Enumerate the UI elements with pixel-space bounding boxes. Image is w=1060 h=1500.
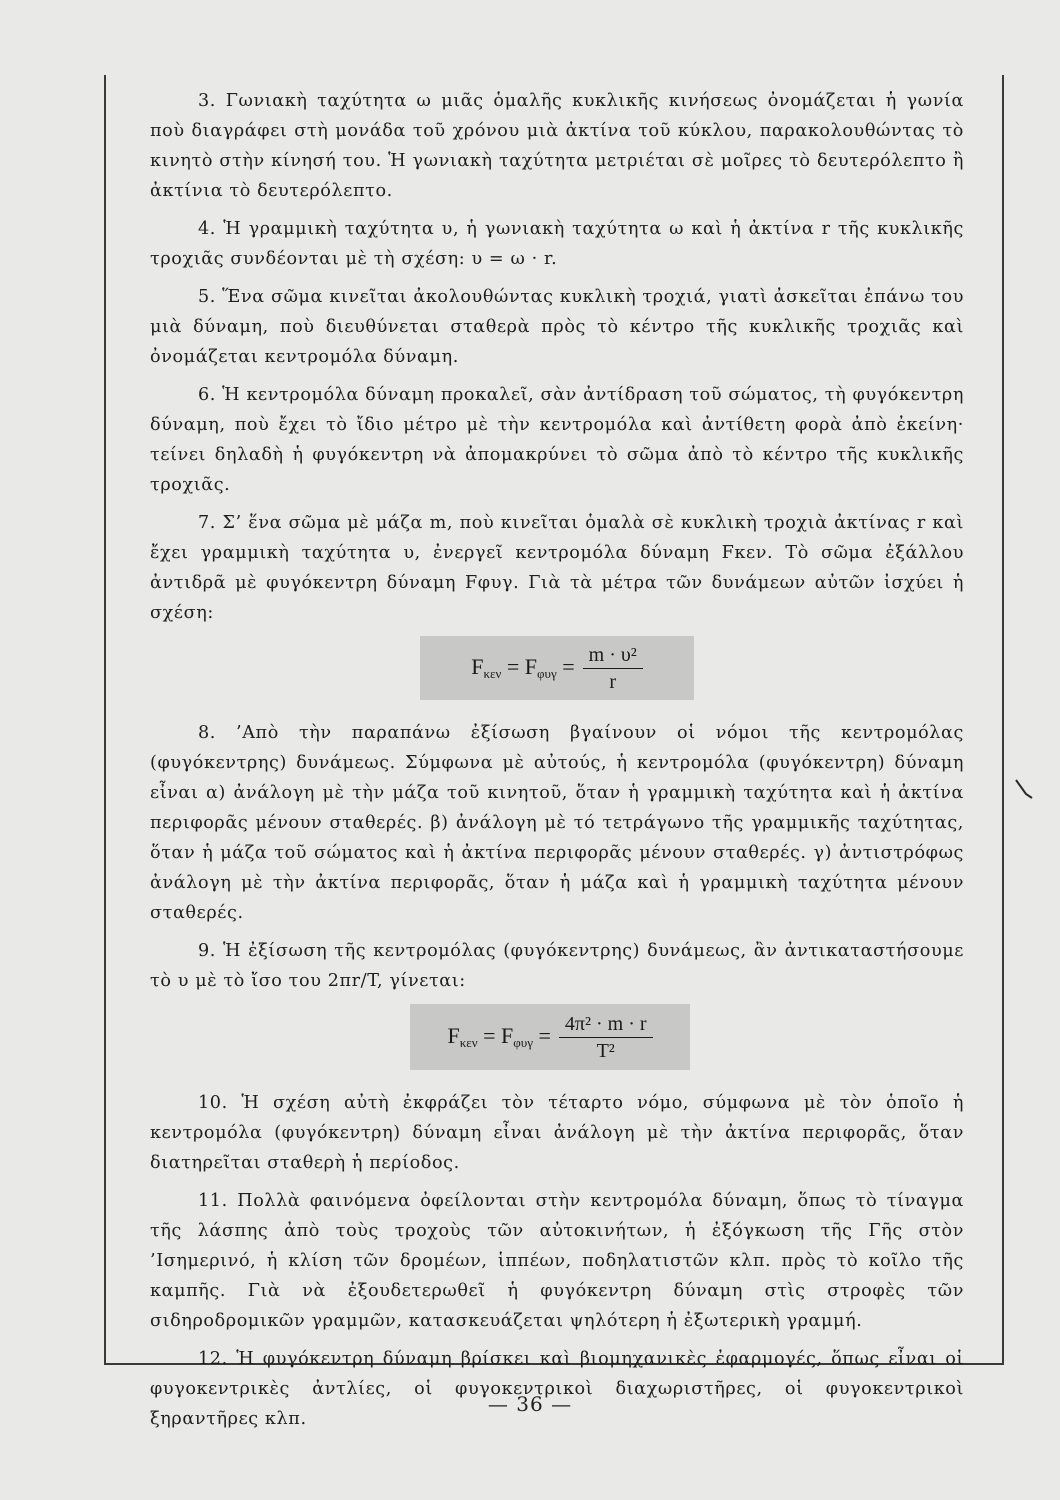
formula-2-denominator: T² [596, 1039, 615, 1062]
pen-mark-icon [1014, 778, 1036, 800]
formula-1-denominator: r [609, 670, 617, 693]
formula-1-equals-1: = [506, 654, 520, 679]
paragraph-6: 6. Ἡ κεντρομόλα δύναμη προκαλεῖ, σὰν ἀντίδραση τοῦ σώματος, τὴ φυγόκεντρη δύναμη, ποὺ ἔχει τὸ ἴδιο μέτρο μὲ τὴν κεντρομόλα καὶ ἀντίθετη φορὰ ἀπὸ ἐκείνη· τείνει δηλαδὴ ἡ φυγόκεντρη νὰ ἀπομακρύνει τὸ σῶμα ἀπὸ τὸ κέντρο τῆς κυκλικῆς τροχιᾶς. [150, 385, 964, 495]
paragraph-3: 3. Γωνιακὴ ταχύτητα ω μιᾶς ὁμαλῆς κυκλικῆς κινήσεως ὀνομάζεται ἡ γωνία ποὺ διαγράφει στὴ μονάδα τοῦ χρόνου μιὰ ἀκτίνα τοῦ κύκλου, παρακολουθώντας τὸ κινητὸ στὴν κίνησή του. Ἡ γωνιακὴ ταχύτητα μετριέται σὲ μοῖρες τὸ δευτερόλεπτο ἢ ἀκτίνια τὸ δευτερόλεπτο. [150, 91, 964, 201]
formula-2-fraction [559, 1011, 653, 1064]
paragraph-10: 10. Ἡ σχέση αὐτὴ ἐκφράζει τὸν τέταρτο νόμο, σύμφωνα μὲ τὸν ὁποῖο ἡ κεντρομόλα (φυγόκεντρη) δύναμη εἶναι ἀνάλογη μὲ τὴν ἀκτίνα περιφορᾶς, ὅταν διατηρεῖται σταθερὴ ἡ περίοδος. [150, 1093, 964, 1173]
formula-2-box [410, 1004, 690, 1070]
paragraph-4: 4. Ἡ γραμμικὴ ταχύτητα υ, ἡ γωνιακὴ ταχύτητα ω καὶ ἡ ἀκτίνα r τῆς κυκλικῆς τροχιᾶς συνδέονται μὲ τὴ σχέση: υ = ω · r. [150, 219, 964, 269]
formula-2-mid-subscript: φυγ [513, 1035, 533, 1050]
paragraph-11: 11. Πολλὰ φαινόμενα ὀφείλονται στὴν κεντρομόλα δύναμη, ὅπως τὸ τίναγμα τῆς λάσπης ἀπὸ τοὺς τροχοὺς τῶν αὐτοκινήτων, ἡ ἐξόγκωση τῆς Γῆς στὸν ’Ισημερινό, ἡ κλίση τῶν δρομέων, ἱππέων, ποδηλατιστῶν κλπ. πρὸς τὸ κοῖλο τῆς καμπῆς. Γιὰ νὰ ἐξουδετερωθεῖ ἡ φυγόκεντρη δύναμη στὶς στροφὲς τῶν σιδηροδρομικῶν γραμμῶν, κατασκευάζεται ψηλότερη ἡ ἐξωτερικὴ γραμμή. [150, 1191, 964, 1331]
formula-2-numerator: 4π² · m · r [559, 1011, 653, 1038]
formula-1-text [471, 654, 574, 682]
page-content [150, 86, 964, 1442]
formula-1-fraction [583, 642, 643, 695]
paragraph-7: 7. Σ’ ἕνα σῶμα μὲ μάζα m, ποὺ κινεῖται ὁμαλὰ σὲ κυκλικὴ τροχιὰ ἀκτίνας r καὶ ἔχει γραμμικὴ ταχύτητα υ, ἐνεργεῖ κεντρομόλα δύναμη Fκεν. Τὸ σῶμα ἐξάλλου ἀντιδρᾶ μὲ φυγόκεντρη δύναμη Fφυγ. Γιὰ τὰ μέτρα τῶν δυνάμεων αὐτῶν ἰσχύει ἡ σχέση: [150, 513, 964, 623]
formula-1-box [420, 636, 694, 700]
formula-2-lhs: F [447, 1023, 460, 1048]
formula-1-lhs-subscript: κεν [483, 666, 502, 681]
formula-1-mid: F [524, 654, 538, 679]
formula-2-text [447, 1023, 550, 1051]
formula-2-mid: F [501, 1023, 514, 1048]
formula-1-wrapper [150, 636, 964, 700]
page-number: — 36 — [487, 1392, 573, 1416]
formula-2-lhs-subscript: κεν [459, 1035, 478, 1050]
formula-2-equals-2: = [538, 1023, 551, 1048]
formula-1-lhs: F [471, 654, 484, 679]
paragraph-5: 5. Ἕνα σῶμα κινεῖται ἀκολουθώντας κυκλικὴ τροχιά, γιατὶ ἀσκεῖται ἐπάνω του μιὰ δύναμη, ποὺ διευθύνεται σταθερὰ πρὸς τὸ κέντρο τῆς κυκλικῆς τροχιᾶς καὶ ὀνομάζεται κεντρομόλα δύναμη. [150, 287, 964, 367]
formula-1-mid-subscript: φυγ [537, 666, 557, 681]
formula-1-numerator: m · υ² [583, 642, 643, 669]
paragraph-12: 12. Ἡ φυγόκεντρη δύναμη βρίσκει καὶ βιομηχανικὲς ἐφαρμογές, ὅπως εἶναι οἱ φυγοκεντρικὲς ἀντλίες, οἱ φυγοκεντρικοὶ διαχωριστῆρες, οἱ φυγοκεντρικοὶ ξηραντῆρες κλπ. [150, 1349, 964, 1429]
paragraph-9: 9. Ἡ ἐξίσωση τῆς κεντρομόλας (φυγόκεντρης) δυνάμεως, ἂν ἀντικαταστήσουμε τὸ υ μὲ τὸ ἴσο του 2πr/T, γίνεται: [150, 941, 964, 991]
formula-2-wrapper [150, 1004, 964, 1070]
formula-2-equals-1: = [483, 1023, 496, 1048]
formula-1-equals-2: = [562, 654, 575, 679]
paragraph-8: 8. ’Απὸ τὴν παραπάνω ἐξίσωση βγαίνουν οἱ νόμοι τῆς κεντρομόλας (φυγόκεντρης) δυνάμεως. Σύμφωνα μὲ αὐτούς, ἡ κεντρομόλα (φυγόκεντρη) δύναμη εἶναι α) ἀνάλογη μὲ τὴν μάζα τοῦ κινητοῦ, ὅταν ἡ γραμμικὴ ταχύτητα καὶ ἡ ἀκτίνα περιφορᾶς μένουν σταθερές. β) ἀνάλογη μὲ τό τετράγωνο τῆς γραμμικῆς ταχύτητας, ὅταν ἡ μάζα τοῦ σώματος καὶ ἡ ἀκτίνα περιφορᾶς μένουν σταθερές. γ) ἀντιστρόφως ἀνάλογη μὲ τὴν ἀκτίνα περιφορᾶς, ὅταν ἡ μάζα καὶ ἡ γραμμικὴ ταχύτητα μένουν σταθερές. [150, 723, 964, 923]
